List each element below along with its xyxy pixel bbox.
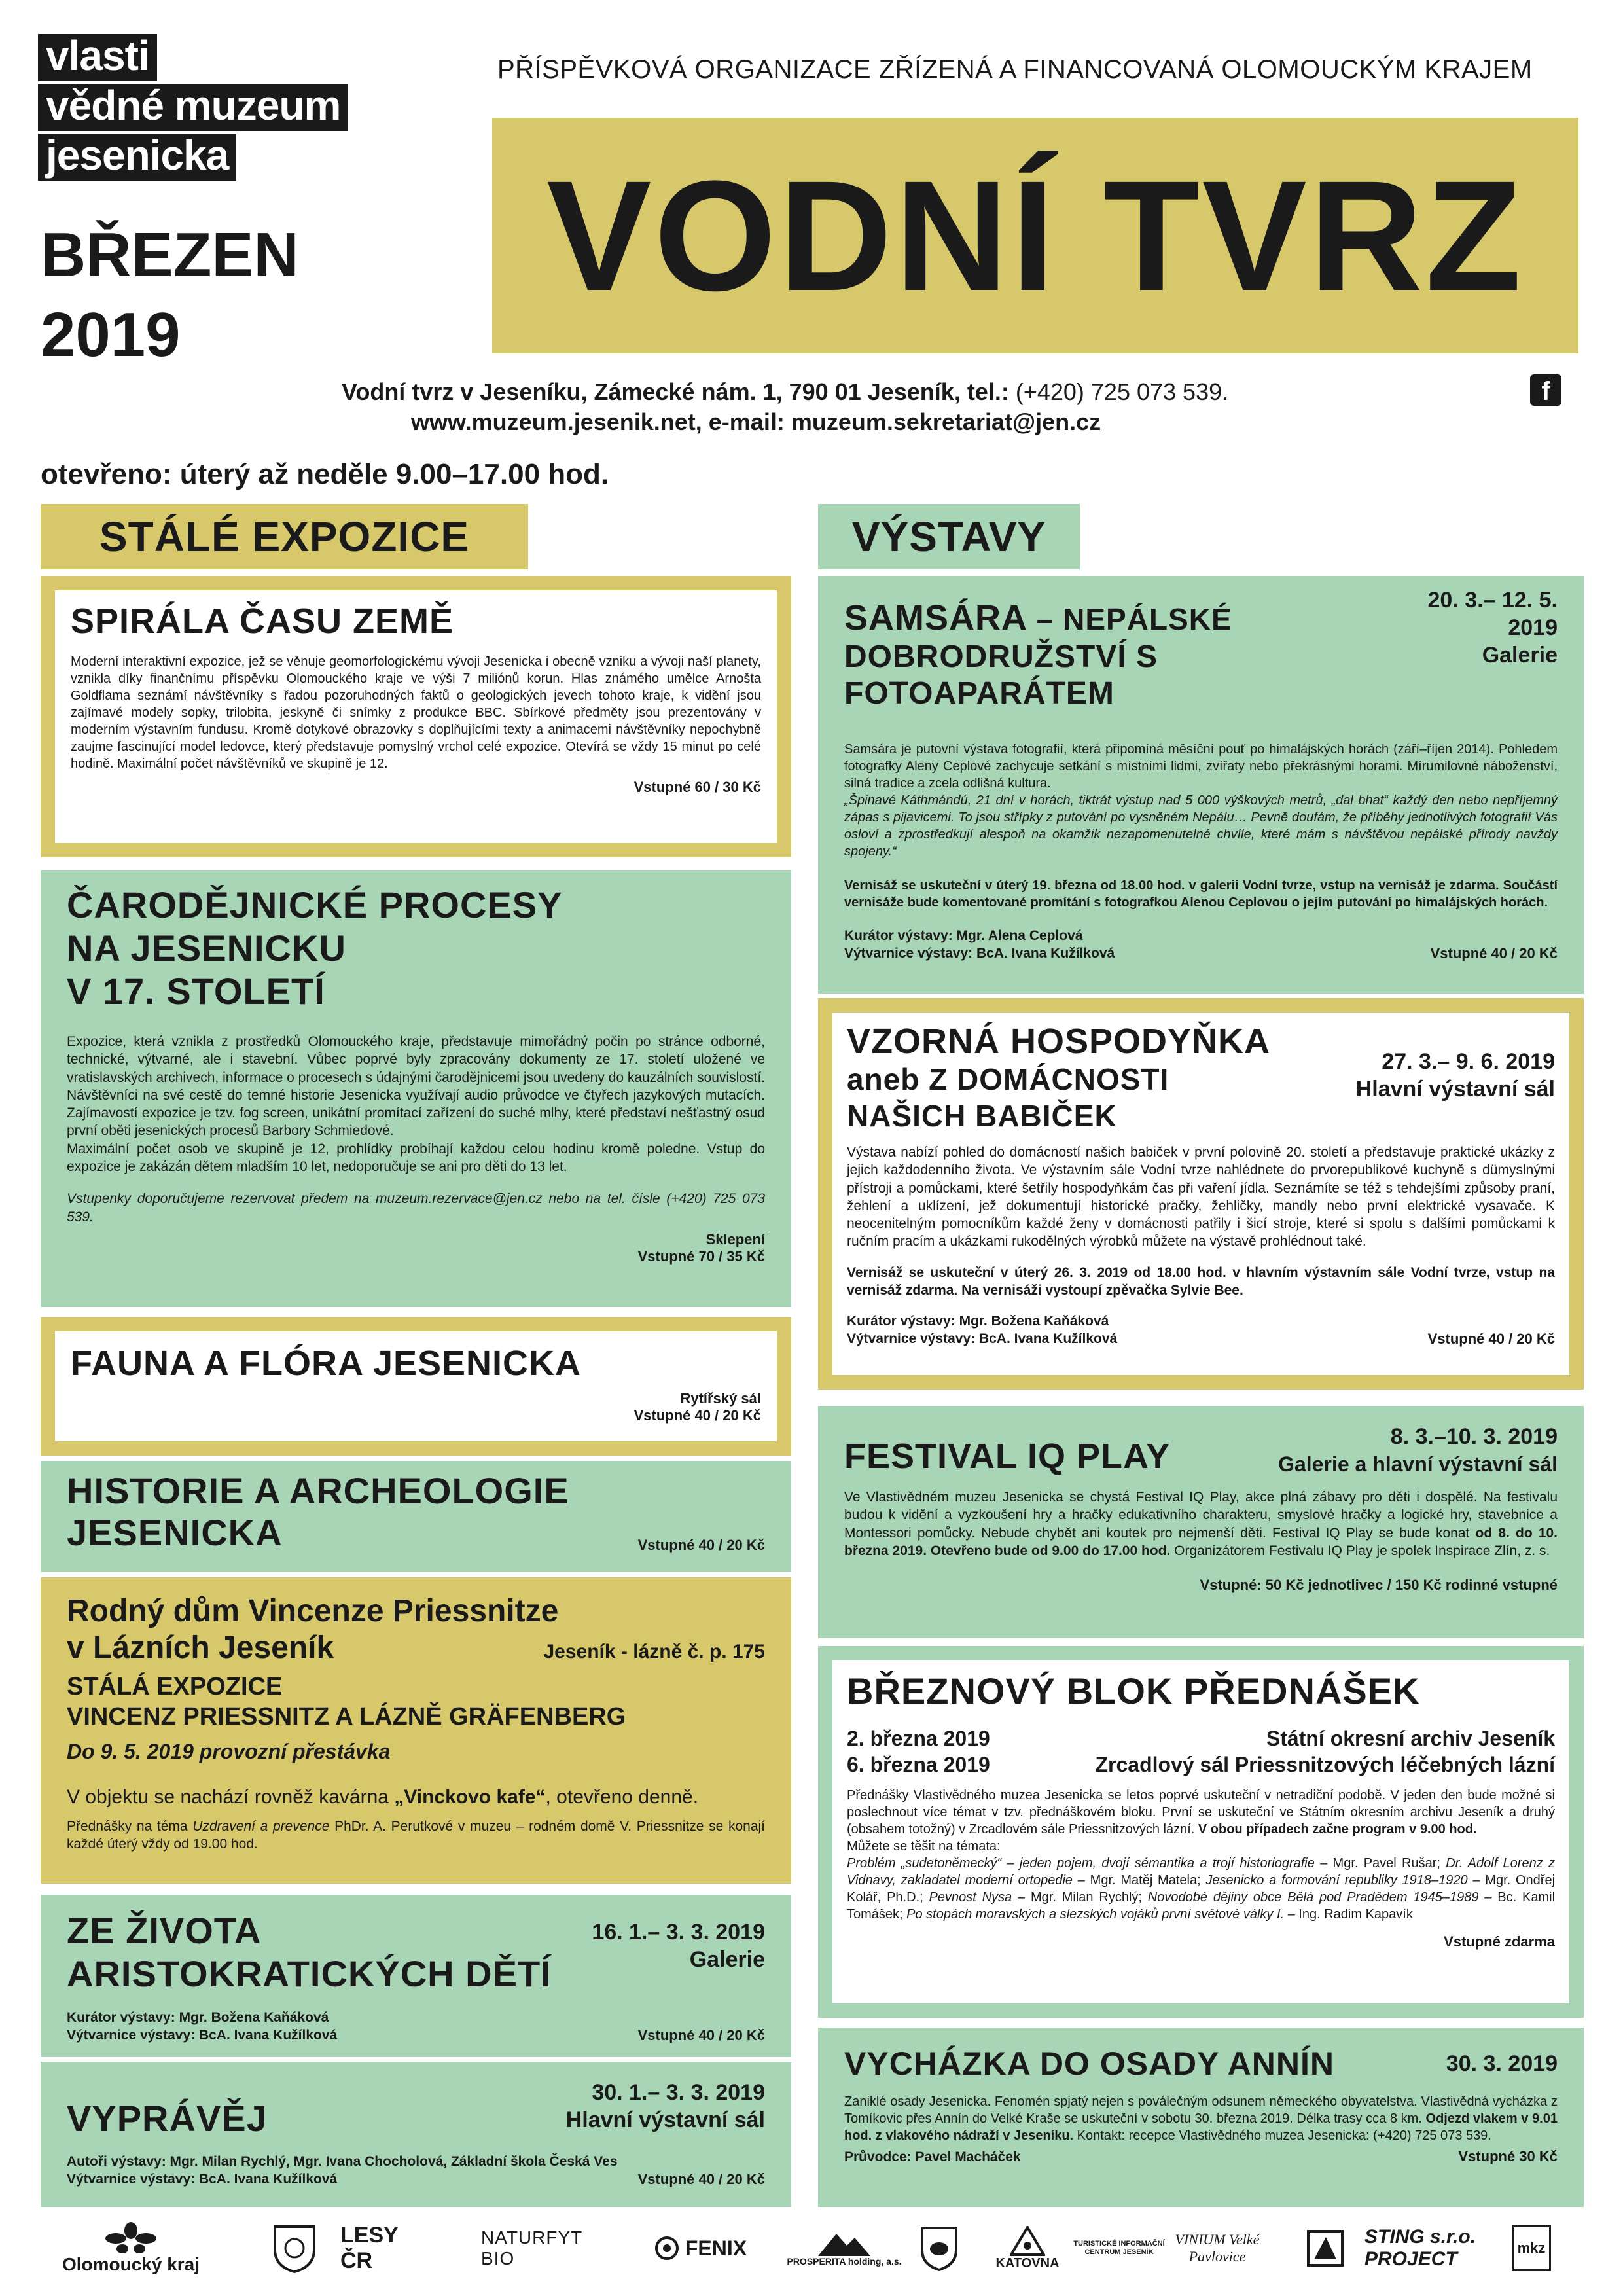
samsara-title-b: – NEPÁLSKÉ [1027,602,1232,636]
logo-line-2: vědné muzeum [38,84,348,131]
aristo-title-2: ARISTOKRATICKÝCH DĚTÍ [67,1953,552,1994]
left-section-title: STÁLÉ EXPOZICE [99,513,470,560]
festival-text-pre: Ve Vlastivědném muzeu Jesenicka se chystá Festival IQ Play, akce plná zábavy pro děti i dospělé. Na festivalu budou k vidění a vyzkoušení hry a hračky edukativního charakteru, smyslové hračky a logické hry, stavebnice a Montessori pomůcky. Nebude chybět ani koutek pro nejmenší děti. Festival IQ Play se bude konat [844,1490,1558,1541]
aristo-designer: Výtvarnice výstavy: BcA. Ivana Kužílková [67,2028,338,2043]
sponsor-coat-of-arms [262,2219,327,2278]
museum-logo [38,34,348,181]
hospodynka-title-2: aneb Z DOMÁCNOSTI [847,1062,1169,1096]
sponsor-emblem [1302,2219,1348,2278]
spirala-text: Moderní interaktivní expozice, jež se věnuje geomorfologickému vývoji Jesenicka i obecně vzniku a vývoji naší planety, vznikla díky finančnímu příspěvku Olomouckého kraje ve výši 7 miliónů korun. Hlas známého umělce Arnošta Goldflama seznámí návštěvníky s řadou pozoruhodných faktů o geologických jevech tohoto kraje, k vidění jsou zajímavé modely sopky, trilobita, jeskyně či snímky z produkce BBC. Sbírkové předměty jsou prezentovány v moderním výstavním fundusu. Kromě dotykové obrazovky s doplňujícími texty a animacemi návštěvníky nepochybně zaujme fascinující model ledovce, který představuje pomyslný vrchol celé expozice. Otevírá se vždy 15 minut po celé hodině. Maximální počet návštěvníků ve skupině je 12. [71,655,761,771]
prednasky-text [847,1787,1555,1838]
right-section-header [818,504,1080,569]
fauna-place: Rytířský sál [680,1390,761,1407]
aristo-price: Vstupné 40 / 20 Kč [637,2027,765,2043]
samsara-vernisage: Vernisáž se uskuteční v úterý 19. března od 18.00 hod. v galerii Vodní tvrze, vstup na vernisáž je zdarma. Součástí vernisáže bude komentované promítání s fotografkou Alenou Ceplovou o jejím putování po himalájských horách. [844,878,1558,910]
sponsor-prosperita [785,2219,903,2278]
carodejnicke-title-3: V 17. STOLETÍ [67,971,325,1012]
carodejnicke-text-1: Expozice, která vznikla z prostředků Olomouckého kraje, představuje mimořádný počin po stránce odborné, technické, výtvarné, ale i stavební. Vůbec poprvé byly zpracovány dokumenty ze 17. století uložené ve vratislavských archivech, informace o procesech s údajnými čarodějnicemi jsou uvedeny do kauzálních souvislostí. Návštěvníci na své cestě do temné historie Jesenicka využívají audio průvodce ve čtyřech jazykových mutacích. Zajímavostí expozice je tzv. fog screen, unikátní promítací zařízení do suché mlhy, které představí nešťastný osud první oběti jesenických procesů Barbory Schmiedové. [67,1034,765,1139]
vypravej-place: Hlavní výstavní sál [565,2108,765,2132]
samsara-text-1: Samsára je putovní výstava fotografií, která připomíná měsíční pouť po himalájských horách (září–říjen 2014). Pohledem fotografky Aleny Ceplové zachycuje setkání s místními lidmi, zvířaty nebo překrásnými horami. Mírumilovné náboženství, silná tradice a zcela odlišná kultura. [844,742,1558,791]
historie-price: Vstupné 40 / 20 Kč [637,1537,765,1553]
festival-date: 8. 3.–10. 3. 2019 [1390,1424,1558,1449]
carodejnicke-text-2: Maximální počet osob ve skupině je 12, prohlídky probíhají každou celou hodinu kromě poledne. Vstup do expozice je zakázán dětem mladším 10 let, nedoporučuje se ani pro děti do 13 let. [67,1141,765,1175]
vypravej-authors: Autoři výstavy: Mgr. Milan Rychlý, Mgr. Ivana Chocholová, Základní škola Česká Ves [67,2154,618,2169]
lect-post: PhDr. A. Perutkové v muzeu – rodném domě V. Priessnitze se konají každé úterý vždy od 19.00 hod. [67,1819,765,1852]
fauna-title: FAUNA A FLÓRA JESENICKA [71,1344,582,1383]
hospodynka-price: Vstupné 40 / 20 Kč [1427,1331,1555,1348]
hospodynka-vernisage: Vernisáž se uskuteční v úterý 26. 3. 2019 od 18.00 hod. v hlavním výstavním sále Vodní tvrze, vstup na vernisáž zdarma. Na vernisáži vystoupí zpěvačka Sylvie Bee. [847,1265,1555,1299]
topic-1: Problém „sudetoněmecký“ – jeden pojem, dvojí sémantika a trojí historiografie [847,1856,1315,1871]
vypravej-date: 30. 1.– 3. 3. 2019 [592,2080,765,2105]
fauna-box [41,1317,791,1456]
vychazka-box [818,2028,1584,2207]
facebook-icon[interactable]: f [1530,374,1561,406]
left-section-header [41,504,528,569]
web-email[interactable]: www.muzeum.jesenik.net, e-mail: muzeum.sekretariat@jen.cz [411,408,1101,435]
sponsor-lesy: LESY ČR [340,2223,399,2273]
prednasky-date-1: 2. března 2019 [847,1727,990,1750]
carodejnicke-box [41,870,791,1307]
vypravej-title: VYPRÁVĚJ [67,2098,268,2139]
sponsor-bear-emblem [913,2219,965,2278]
venue-title: VODNÍ TVRZ [546,148,1524,323]
prednasky-date-2: 6. března 2019 [847,1753,990,1776]
festival-place: Galerie a hlavní výstavní sál [1278,1452,1558,1476]
month-label: BŘEZEN [41,220,299,290]
spirala-price: Vstupné 60 / 30 Kč [633,779,761,795]
priessnitz-title-1: Rodný dům Vincenze Priessnitze [67,1594,559,1628]
emblem-icon [1306,2229,1344,2267]
carodejnicke-place: Sklepení [705,1230,765,1247]
samsara-text [844,741,1558,911]
sponsor-vinium: VINIUM Velké Pavlovice [1175,2231,1260,2265]
priessnitz-cafe [67,1786,765,1808]
katovna-icon [1010,2226,1045,2256]
olomoucky-kraj-label: Olomoucký kraj [62,2254,200,2274]
cafe-name: „Vinckovo kafe“ [394,1786,546,1808]
historie-title-1: HISTORIE A ARCHEOLOGIE [67,1470,569,1511]
hospodynka-title-3: NAŠICH BABIČEK [847,1099,1117,1133]
vychazka-text-post: Kontakt: recepce Vlastivědného muzea Jesenicka: (+420) 725 073 539. [1073,2128,1491,2143]
year-label: 2019 [41,300,181,370]
vychazka-text-pre: Zaniklé osady Jesenicka. Fenomén spjatý nejen s poválečným odsunem německého obyvatelstva. Vlastivědná vycházka z Tomíkovic přes Annín do Velké Kraše se uskuteční v sobotu 30. března 2019. Délka trasy cca 8 km. [844,2094,1558,2126]
samsara-designer: Výtvarnice výstavy: BcA. Ivana Kužílková [844,946,1115,961]
carodejnicke-title-1: ČARODĚJNICKÉ PROCESY [67,884,563,925]
org-line: PŘÍSPĚVKOVÁ ORGANIZACE ZŘÍZENÁ A FINANCOVANÁ OLOMOUCKÝM KRAJEM [497,55,1533,84]
olomoucky-kraj-icon [88,2221,173,2254]
logo-line-1: vlasti [38,34,157,81]
topic-4: Pevnost Nysa [929,1890,1012,1905]
hospodynka-box [818,998,1584,1390]
carodejnicke-title-2: NA JESENICKU [67,927,346,969]
logo-line-3: jesenicka [38,134,236,181]
topic-6: Po stopách moravských a slezských vojáků první světové války I. [906,1907,1285,1922]
vychazka-text-bold: Odjezd vlakem v 9.01 hod. z vlakového nádraží v Jeseníku. [844,2111,1558,2143]
prosperita-icon [818,2230,870,2256]
topic-3: Jesenicko a formování republiky 1918–1920 [1205,1873,1468,1888]
historie-title-2: JESENICKA [67,1512,283,1553]
priessnitz-title-2: v Lázních Jeseník [67,1630,334,1665]
lect-topic: Uzdravení a prevence [192,1819,330,1834]
cafe-post: , otevřeno denně. [545,1786,699,1808]
samsara-place: Galerie [1482,643,1558,668]
aristo-box [41,1895,791,2057]
aristo-place: Galerie [689,1947,765,1972]
topic-3-author: – Mgr. Ondřej Kolář, Ph.D.; [847,1873,1556,1905]
address: Vodní tvrz v Jeseníku, Zámecké nám. 1, 790 01 Jeseník, tel.: [342,378,1009,405]
carodejnicke-text-3: Vstupenky doporučujeme rezervovat předem na muzeum.rezervace@jen.cz nebo na tel. čísle (+420) 725 073 539. [67,1191,765,1225]
topic-5-author: – Bc. Kamil Tomášek; [847,1890,1556,1922]
hospodynka-text: Výstava nabízí pohled do domácností našich babiček v první polovině 20. století a představuje praktické ukázky z jejich každodenního života. Ve výstavním sále Vodní tvrze nahlédnete do prvorepublikové kuchyně s dümyslnými přístroji a pomůckami, které šetřily hospodyňkám čas při vaření jídla. Seznámíte se též s tehdejšími způsoby praní, žehlení a uklízení, jež dokumentují historické pračky, žehličky, mandly nebo první elektrické vysavače. K neocenitelným pomocníkům každé ženy v domácnosti patřily i šicí stroje, které si spolu s dalšími pomůckami k ručním pracím a ukázkami rukodělných výrobků můžete na výstavě prohlédnout také. [847,1145,1555,1249]
hospodynka-place: Hlavní výstavní sál [1355,1077,1555,1102]
topic-5: Novodobé dějiny obce Bělá pod Pradědem 1945–1989 [1147,1890,1479,1905]
sponsor-mkz [1505,2219,1558,2278]
samsara-box [818,576,1584,994]
fenix-icon [654,2235,680,2261]
lect-pre: Přednášky na téma [67,1819,193,1834]
topic-2: Dr. Adolf Lorenz z Vidnavy, zakladatel moderní ortopedie [847,1856,1555,1888]
spirala-title: SPIRÁLA ČASU ZEMĚ [71,601,454,641]
sponsor-sting: STING s.r.o. PROJECT [1364,2226,1476,2270]
hospodynka-designer: Výtvarnice výstavy: BcA. Ivana Kužílková [847,1331,1118,1347]
prednasky-place-2: Zrcadlový sál Priessnitzových léčebných lázní [1095,1753,1555,1776]
aristo-title-1: ZE ŽIVOTA [67,1910,262,1951]
sponsor-naturfyt: NATURFYT BIO [481,2227,582,2269]
carodejnicke-price: Vstupné 70 / 35 Kč [637,1247,765,1265]
festival-box [818,1406,1584,1638]
spirala-box [41,576,791,857]
sponsor-tic: TURISTICKÉ INFORMAČNÍ CENTRUM JESENÍK [1073,2240,1165,2256]
vychazka-text [844,2093,1558,2144]
priessnitz-address: Jeseník - lázně č. p. 175 [543,1641,765,1662]
samsara-title-c: DOBRODRUŽSTVÍ S FOTOAPARÁTEM [844,639,1158,711]
topic-4-author: – Mgr. Milan Rychlý; [1012,1890,1148,1905]
prednasky-box [818,1646,1584,2018]
priessnitz-sub-1: STÁLÁ EXPOZICE [67,1673,283,1700]
samsara-curator: Kurátor výstavy: Mgr. Alena Ceplová [844,928,1083,943]
hospodynka-title-1: VZORNÁ HOSPODYŇKA [847,1022,1271,1061]
vychazka-date: 30. 3. 2019 [1446,2051,1558,2076]
samsara-price: Vstupné 40 / 20 Kč [1430,945,1558,961]
prednasky-text-pre: Přednášky Vlastivědného muzea Jesenicka se letos poprvé uskuteční v netradiční podobě. V jeden den bude možné si poslechnout více témat v tzv. přednáškovém bloku. První se uskuteční ve Státním okresním archivu Jeseník a druhý (obsahem totožný) v Zrcadlovém sále Priessnitzových lázní. [847,1788,1555,1837]
prednasky-place-1: Státní okresní archiv Jeseník [1266,1727,1555,1750]
prednasky-topics [847,1855,1555,1923]
topic-6-author: – Ing. Radim Kapavík [1284,1907,1413,1922]
prosperita-label: PROSPERITA holding, a.s. [787,2256,902,2267]
samsara-quote: „Špinavé Káthmándú, 21 dní v horách, tiktrát výstup nad 5 000 výškových metrů, „dal bhat“ každý den nebo nepříjemný zápas s pijavicemi. To jsou střípky z putování po vysněném Nepálu… Pevně doufám, že příběhy jednotlivých fotografií Vás osloví a zprostředkují alespoň na okamžik nezapomenutelné chvíle, které mám s návštěvou nepálské přírody navždy spojeny.“ [844,793,1558,859]
sponsor-olomoucky-kraj [33,2219,229,2278]
fauna-price: Vstupné 40 / 20 Kč [633,1407,761,1424]
aristo-date: 16. 1.– 3. 3. 2019 [592,1920,765,1945]
fenix-label: FENIX [685,2236,747,2260]
prednasky-topics-intro: Můžete se těšit na témata: [847,1839,1001,1854]
title-banner [492,118,1578,353]
topic-1-author: – Mgr. Pavel Rušar; [1314,1856,1446,1871]
sponsor-fenix [645,2219,756,2278]
festival-text [844,1488,1558,1560]
katovna-label: KATOVNA [995,2255,1060,2270]
festival-text-bold: od 8. do 10. března 2019. Otevřeno bude od 9.00 do 17.00 hod. [844,1525,1558,1558]
hospodynka-date: 27. 3.– 9. 6. 2019 [1382,1049,1555,1074]
festival-text-post: Organizátorem Festivalu IQ Play je spolek Inspirace Zlín, z. s. [1170,1543,1550,1558]
right-section-title: VÝSTAVY [851,513,1046,560]
carodejnicke-text [67,1033,765,1226]
address-line [342,378,1228,406]
vypravej-box [41,2062,791,2207]
priessnitz-lectures [67,1818,765,1854]
cafe-pre: V objektu se nachází rovněž kavárna [67,1786,395,1808]
samsara-title-a: SAMSÁRA [844,598,1028,637]
historie-box [41,1461,791,1572]
priessnitz-sub-2: VINCENZ PRIESSNITZ A LÁZNĚ GRÄFENBERG [67,1703,626,1731]
vypravej-price: Vstupné 40 / 20 Kč [637,2171,765,2187]
priessnitz-pause: Do 9. 5. 2019 provozní přestávka [67,1740,391,1763]
prednasky-text-bold: V obou případech začne program v 9.00 hod. [1198,1822,1477,1837]
samsara-title [844,598,1387,639]
bear-emblem-icon [919,2225,959,2271]
festival-price: Vstupné: 50 Kč jednotlivec / 150 Kč rodinné vstupné [1200,1577,1558,1594]
coat-of-arms-icon [272,2223,317,2273]
prednasky-price: Vstupné zdarma [1444,1933,1555,1950]
opening-hours: otevřeno: úterý až neděle 9.00–17.00 hod. [41,458,609,490]
hospodynka-curator: Kurátor výstavy: Mgr. Božena Kaňáková [847,1314,1109,1329]
topic-2-author: – Mgr. Matěj Matela; [1073,1873,1206,1888]
vypravej-designer: Výtvarnice výstavy: BcA. Ivana Kužílková [67,2172,338,2187]
prednasky-title: BŘEZNOVÝ BLOK PŘEDNÁŠEK [847,1670,1420,1712]
mkz-label: mkz [1512,2225,1551,2271]
vychazka-price: Vstupné 30 Kč [1458,2148,1558,2164]
vychazka-guide: Průvodce: Pavel Macháček [844,2149,1021,2164]
vychazka-title: VYCHÁZKA DO OSADY ANNÍN [844,2045,1334,2082]
aristo-curator: Kurátor výstavy: Mgr. Božena Kaňáková [67,2010,329,2025]
samsara-date: 20. 3.– 12. 5. 2019 [1427,588,1558,640]
festival-title: FESTIVAL IQ PLAY [844,1437,1171,1476]
phone: (+420) 725 073 539. [1008,378,1229,405]
priessnitz-box [41,1577,791,1884]
sponsor-katovna [985,2219,1070,2278]
